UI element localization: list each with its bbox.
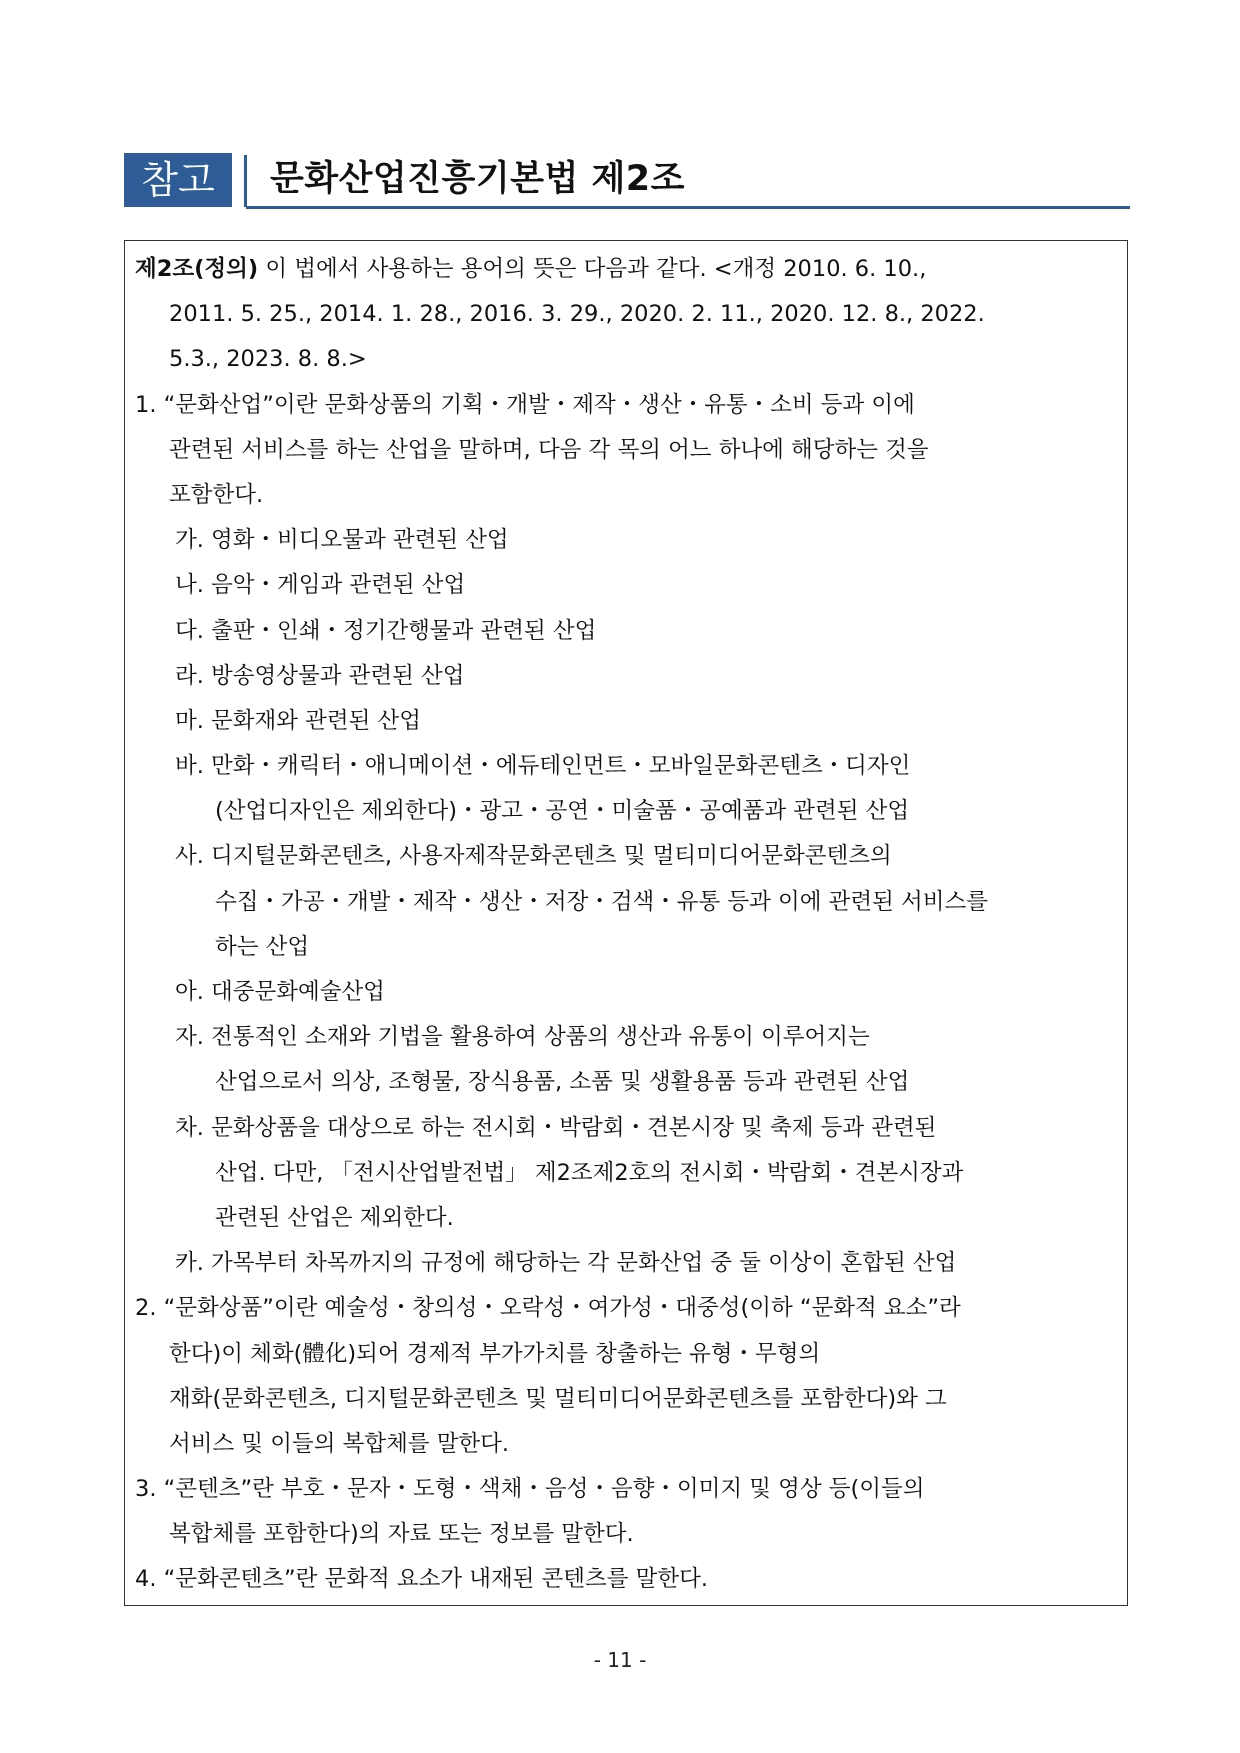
definition-line: 복합체를 포함한다)의 자료 또는 정보를 말한다. <box>169 1521 634 1548</box>
section-header <box>124 153 1130 209</box>
article-heading: 제2조(정의) <box>135 256 259 282</box>
page-title: 문화산업진흥기본법 제2조 <box>270 159 685 199</box>
definition-line: 관련된 서비스를 하는 산업을 말하며, 다음 각 목의 어느 하나에 해당하는 것을 <box>169 436 929 463</box>
page-number: - 11 - <box>593 1648 647 1672</box>
definition-line: 나. 음악・게임과 관련된 산업 <box>175 572 466 599</box>
definition-line: (산업디자인은 제외한다)・광고・공연・미술품・공예품과 관련된 산업 <box>215 798 910 825</box>
definition-line: 다. 출판・인쇄・정기간행물과 관련된 산업 <box>175 617 597 644</box>
definition-line: 라. 방송영상물과 관련된 산업 <box>175 662 465 689</box>
definition-line: 1. “문화산업”이란 문화상품의 기획・개발・제작・생산・유통・소비 등과 이에 <box>135 391 915 418</box>
definition-line: 수집・가공・개발・제작・생산・저장・검색・유통 등과 이에 관련된 서비스를 <box>215 888 988 915</box>
article-box <box>124 240 1128 1606</box>
definition-line: 산업. 다만, 「전시산업발전법」 제2조제2호의 전시회・박람회・견본시장과 <box>215 1159 964 1186</box>
definition-line: 포함한다. <box>169 481 264 508</box>
header-underline <box>246 206 1130 209</box>
definition-line: 카. 가목부터 차목까지의 규정에 해당하는 각 문화산업 중 둘 이상이 혼합된 산업 <box>175 1250 957 1277</box>
definition-line: 마. 문화재와 관련된 산업 <box>175 707 421 734</box>
definition-line: 서비스 및 이들의 복합체를 말한다. <box>169 1430 510 1457</box>
definition-line: 2. “문화상품”이란 예술성・창의성・오락성・여가성・대중성(이하 “문화적 요소”라 <box>135 1295 961 1322</box>
definition-line: 한다)이 체화(體化)되어 경제적 부가가치를 창출하는 유형・무형의 <box>169 1340 821 1367</box>
reference-badge: 참고 <box>124 153 232 207</box>
definition-line: 자. 전통적인 소재와 기법을 활용하여 상품의 생산과 유통이 이루어지는 <box>175 1024 870 1051</box>
article-intro: 이 법에서 사용하는 용어의 뜻은 다음과 같다. <개정 2010. 6. 10., <box>258 256 927 282</box>
header-divider <box>244 155 247 207</box>
definition-line: 차. 문화상품을 대상으로 하는 전시회・박람회・견본시장 및 축제 등과 관련된 <box>175 1114 937 1141</box>
definition-list <box>135 383 1121 1603</box>
definition-line: 4. “문화콘텐츠”란 문화적 요소가 내재된 콘텐츠를 말한다. <box>135 1566 709 1593</box>
definition-line: 산업으로서 의상, 조형물, 장식용품, 소품 및 생활용품 등과 관련된 산업 <box>215 1069 910 1096</box>
definition-line: 관련된 산업은 제외한다. <box>215 1204 454 1231</box>
definition-line: 3. “콘텐츠”란 부호・문자・도형・색채・음성・음향・이미지 및 영상 등(이들의 <box>135 1476 925 1503</box>
article-content <box>135 247 1121 1603</box>
article-amendment-line: 2011. 5. 25., 2014. 1. 28., 2016. 3. 29., 2020. 2. 11., 2020. 12. 8., 2022. <box>169 301 985 328</box>
definition-line: 사. 디지털문화콘텐츠, 사용자제작문화콘텐츠 및 멀티미디어문화콘텐츠의 <box>175 843 892 870</box>
definition-line: 아. 대중문화예술산업 <box>175 979 385 1005</box>
article-heading-line <box>135 247 1121 292</box>
definition-line: 재화(문화콘텐츠, 디지털문화콘텐츠 및 멀티미디어문화콘텐츠를 포함한다)와 그 <box>169 1385 947 1412</box>
definition-line: 가. 영화・비디오물과 관련된 산업 <box>175 527 509 554</box>
definition-line: 바. 만화・캐릭터・애니메이션・에듀테인먼트・모바일문화콘텐츠・디자인 <box>175 753 911 780</box>
article-amendment-line: 5.3., 2023. 8. 8.> <box>169 346 367 373</box>
definition-line: 하는 산업 <box>215 933 310 960</box>
